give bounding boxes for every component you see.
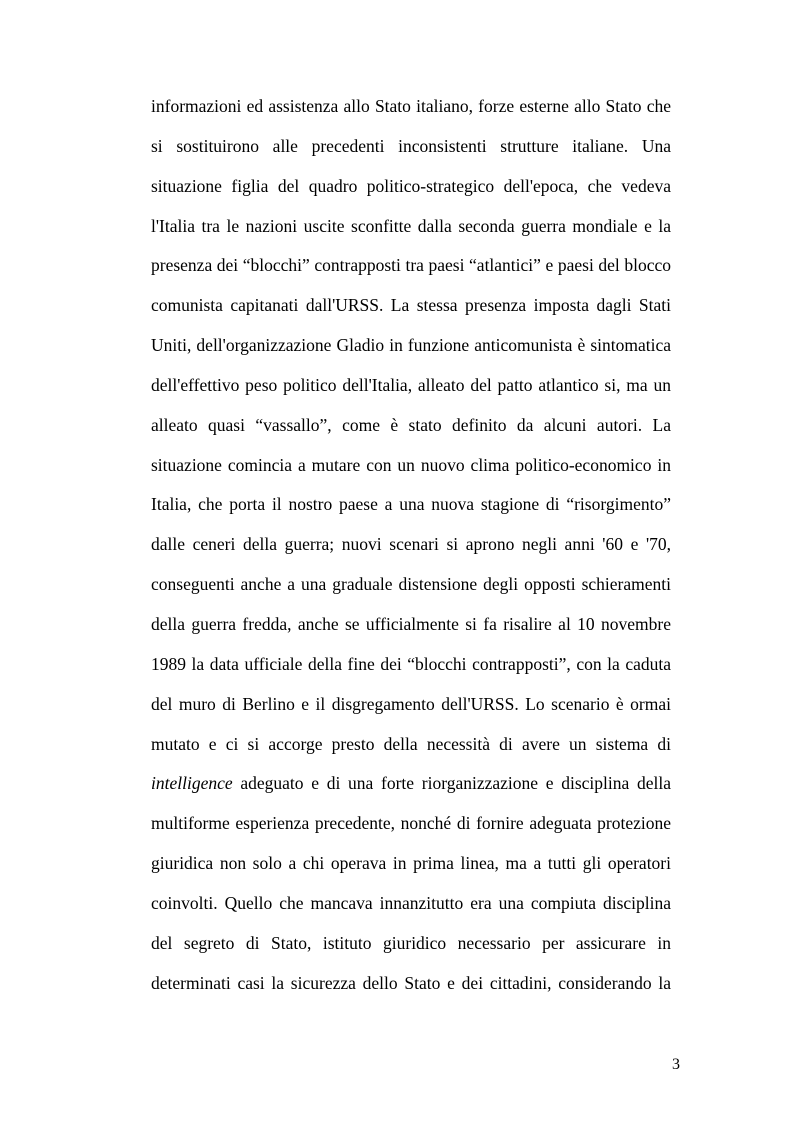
text-line: conseguenti anche a una graduale distensione degli opposti schieramenti (151, 574, 671, 595)
text-line: si sostituirono alle precedenti inconsistenti strutture italiane. Una (151, 135, 671, 156)
text-line-with-italic (151, 767, 671, 807)
text-line: del segreto di Stato, istituto giuridico necessario per assicurare in (151, 932, 671, 953)
text-line: Uniti, dell'organizzazione Gladio in funzione anticomunista è sintomatica (151, 335, 671, 356)
text-line: giuridica non solo a chi operava in prima linea, ma a tutti gli operatori (151, 853, 671, 874)
text-line: informazioni ed assistenza allo Stato italiano, forze esterne allo Stato che (151, 96, 671, 116)
text-line: situazione comincia a mutare con un nuovo clima politico-economico in (151, 454, 671, 475)
italic-term: intelligence (151, 773, 233, 794)
text-line: alleato quasi “vassallo”, come è stato definito da alcuni autori. La (151, 414, 671, 435)
text-line: 1989 la data ufficiale della fine dei “blocchi contrapposti”, con la caduta (151, 653, 671, 674)
text-line: del muro di Berlino e il disgregamento dell'URSS. Lo scenario è ormai (151, 693, 671, 714)
text-line: presenza dei “blocchi” contrapposti tra paesi “atlantici” e paesi del blocco (151, 255, 671, 276)
text-line: situazione figlia del quadro politico-strategico dell'epoca, che vedeva (151, 175, 671, 196)
body-text (151, 90, 671, 1006)
text-line: dell'effettivo peso politico dell'Italia, alleato del patto atlantico si, ma un (151, 374, 671, 395)
text-line: mutato e ci si accorge presto della necessità di avere un sistema di (151, 733, 671, 754)
text-line: Italia, che porta il nostro paese a una nuova stagione di “risorgimento” (151, 494, 671, 515)
text-line: coinvolti. Quello che mancava innanzitutto era una compiuta disciplina (151, 892, 671, 913)
text-line: della guerra fredda, anche se ufficialmente si fa risalire al 10 novembre (151, 613, 671, 634)
page-number: 3 (672, 1056, 680, 1073)
text-line: l'Italia tra le nazioni uscite sconfitte dalla seconda guerra mondiale e la (151, 215, 671, 236)
text-line: determinati casi la sicurezza dello Stato e dei cittadini, considerando la (151, 972, 671, 993)
text-line-rest: adeguato e di una forte riorganizzazione e disciplina della (240, 773, 671, 794)
text-line: multiforme esperienza precedente, nonché di fornire adeguata protezione (151, 813, 671, 834)
text-line: comunista capitanati dall'URSS. La stessa presenza imposta dagli Stati (151, 295, 671, 316)
text-line: dalle ceneri della guerra; nuovi scenari si aprono negli anni '60 e '70, (151, 534, 671, 555)
